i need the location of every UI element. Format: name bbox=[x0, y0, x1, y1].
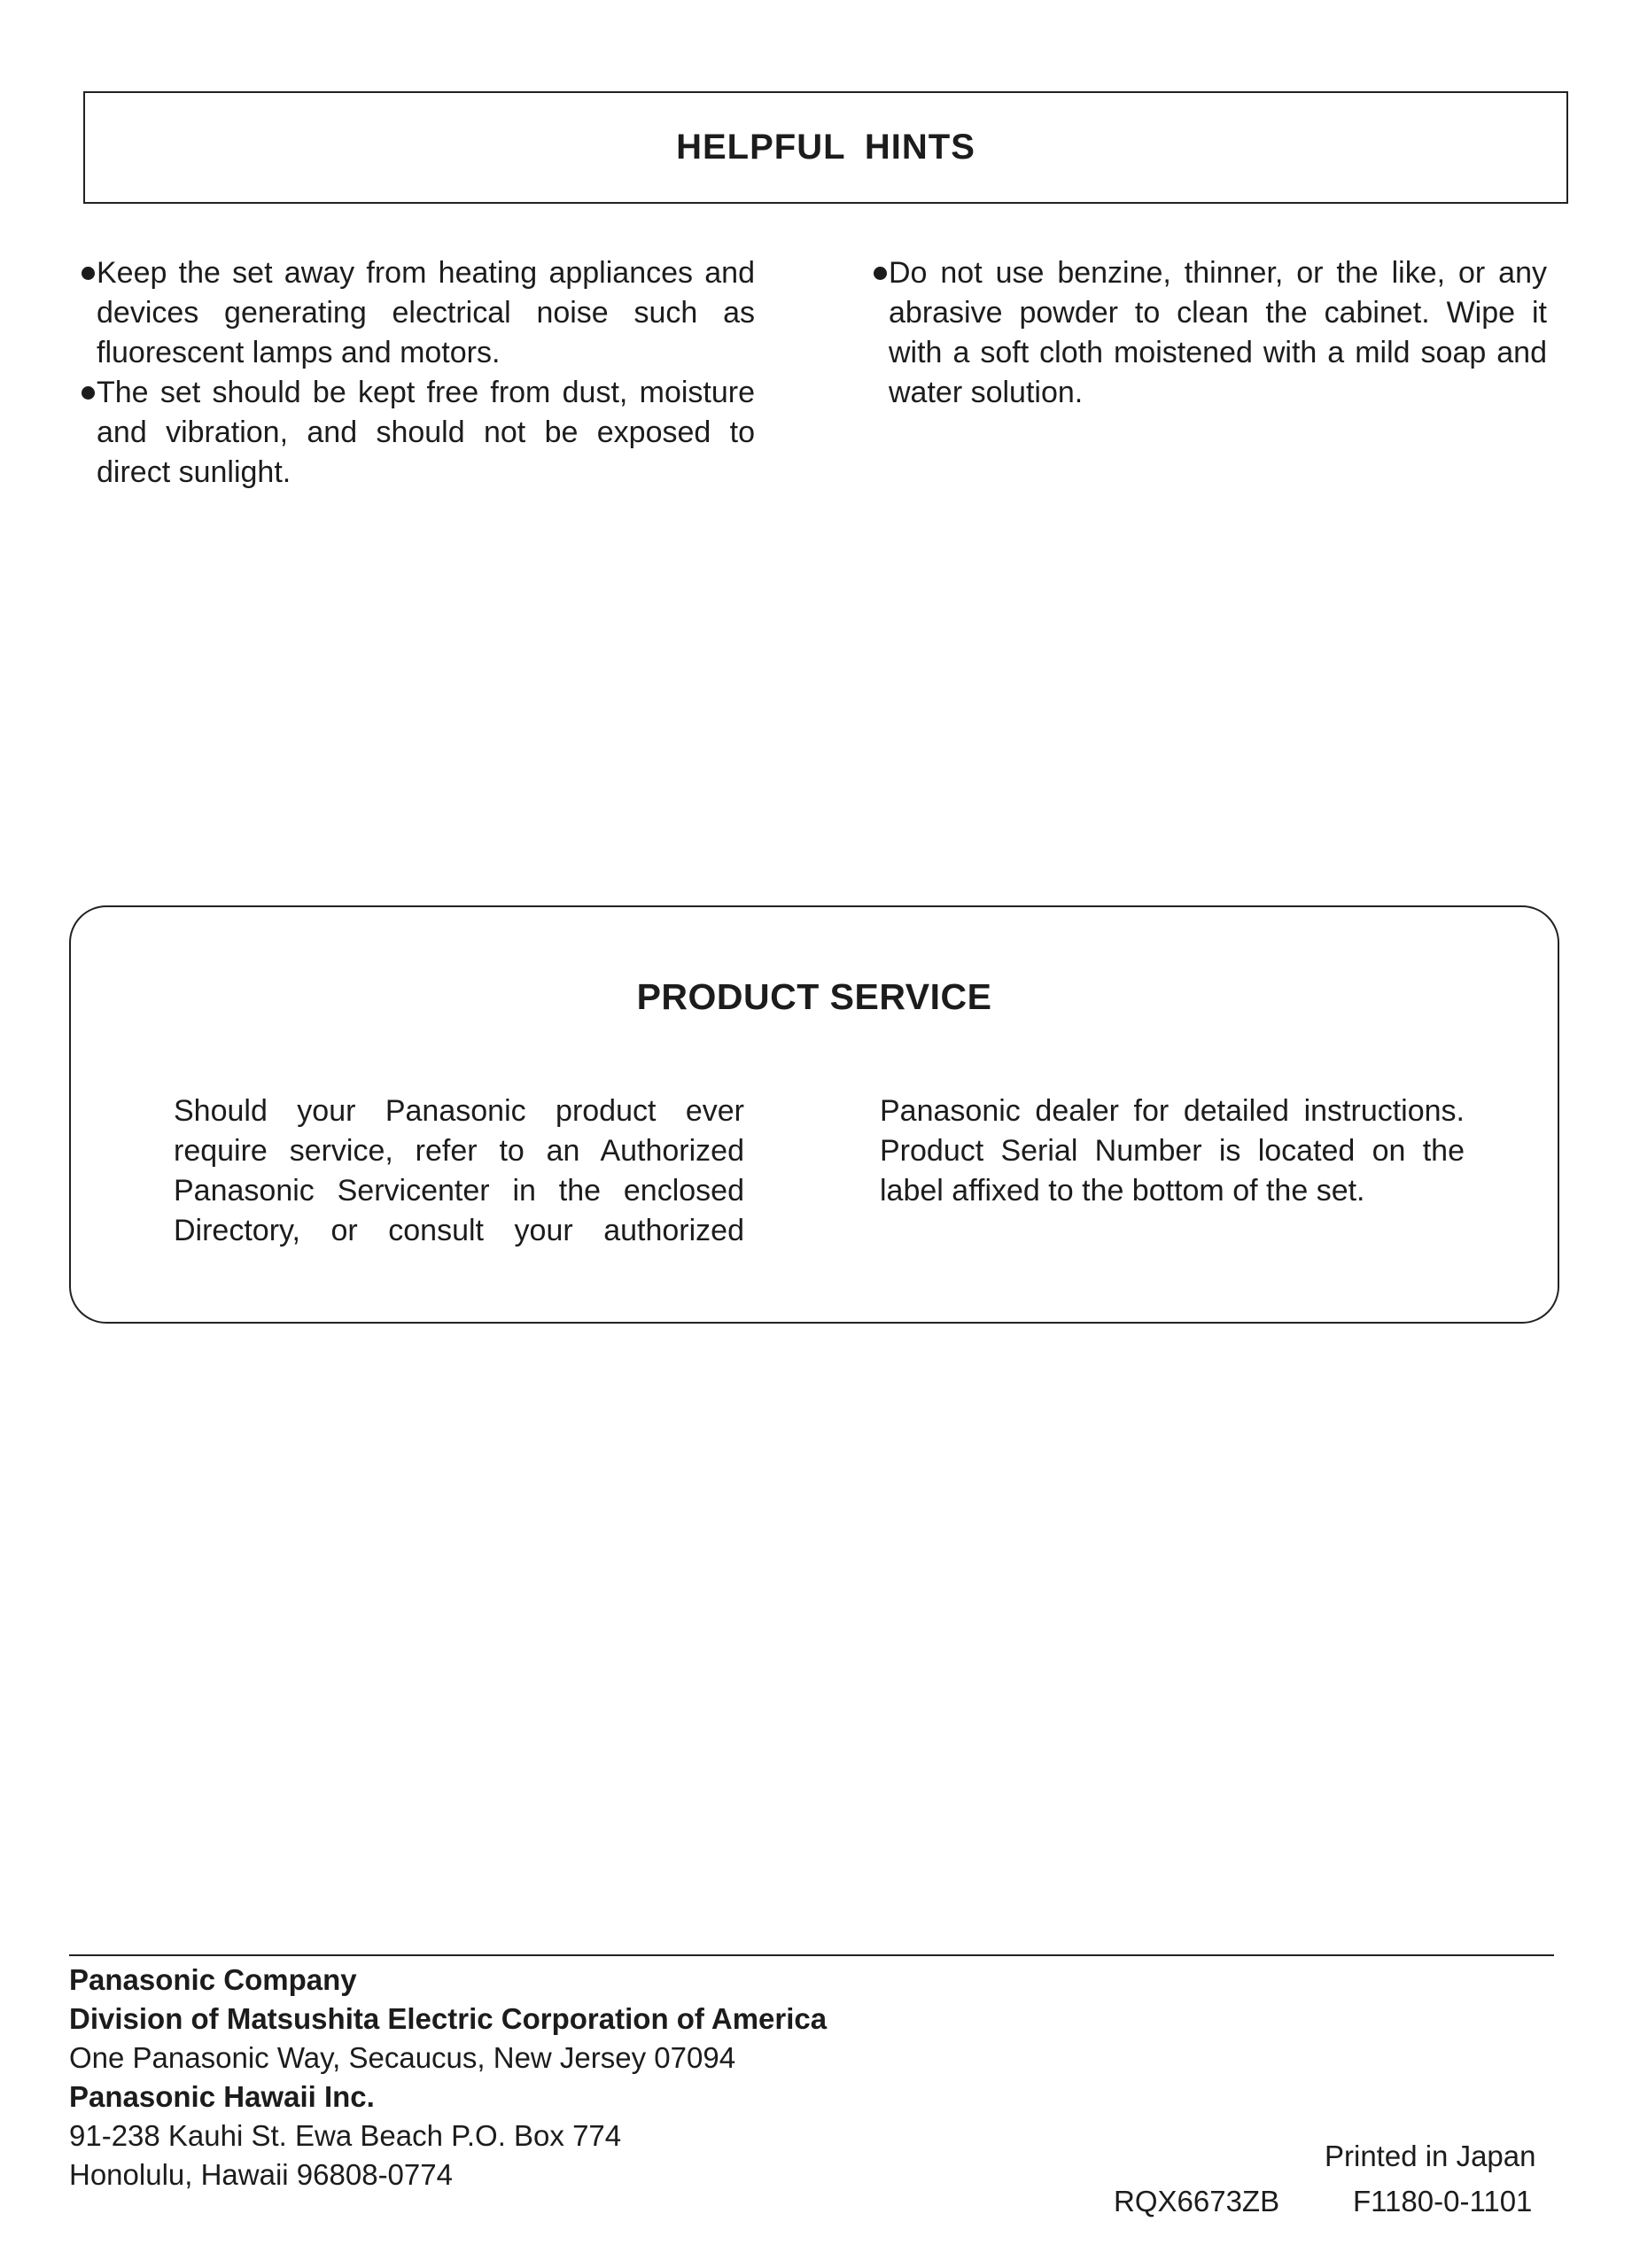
company-name: Panasonic Company bbox=[69, 1963, 357, 1996]
helpful-hints-header-box bbox=[83, 91, 1568, 204]
hawaii-address-street: 91-238 Kauhi St. Ewa Beach P.O. Box 774 bbox=[69, 2119, 622, 2152]
bullet-icon bbox=[874, 267, 887, 280]
hints-column-left bbox=[82, 253, 755, 493]
bullet-icon bbox=[82, 386, 95, 400]
hint-text: The set should be kept free from dust, moisture and vibration, and should not be exposed to direct sunlight. bbox=[97, 376, 755, 489]
hawaii-company-name: Panasonic Hawaii Inc. bbox=[69, 2080, 375, 2113]
hint-item bbox=[874, 253, 1547, 413]
footer-divider bbox=[69, 1954, 1554, 1956]
product-service-text-right: Panasonic dealer for detailed instructions. Product Serial Number is located on the label affixed to the bottom of the set. bbox=[880, 1094, 1465, 1208]
company-address: One Panasonic Way, Secaucus, New Jersey 07094 bbox=[69, 2041, 736, 2074]
hawaii-address-city: Honolulu, Hawaii 96808-0774 bbox=[69, 2158, 453, 2191]
printed-in-label: Printed in Japan bbox=[1325, 2140, 1536, 2172]
product-service-box bbox=[69, 905, 1559, 1324]
hints-column-right bbox=[874, 253, 1547, 413]
hint-item bbox=[82, 253, 755, 373]
model-code: RQX6673ZB bbox=[1114, 2185, 1280, 2218]
bullet-icon bbox=[82, 267, 95, 280]
hint-text: Do not use benzine, thinner, or the like, or any abrasive powder to clean the cabinet. Wipe it with a soft cloth moistened with a mild soap and water solution. bbox=[889, 256, 1547, 409]
hint-item bbox=[82, 373, 755, 493]
product-service-title: PRODUCT SERVICE bbox=[636, 976, 992, 1017]
helpful-hints-title: HELPFUL HINTS bbox=[676, 128, 975, 167]
company-address-block bbox=[69, 1961, 827, 2194]
product-service-text-left: Should your Panasonic product ever require service, refer to an Authorized Panasonic Servicenter in the enclosed Directory, or consult your authorized bbox=[174, 1094, 744, 1247]
company-division: Division of Matsushita Electric Corporation of America bbox=[69, 2002, 828, 2035]
hint-text: Keep the set away from heating appliances and devices generating electrical noise such as fluorescent lamps and motors. bbox=[97, 256, 755, 369]
print-code: F1180-0-1101 bbox=[1353, 2185, 1533, 2218]
